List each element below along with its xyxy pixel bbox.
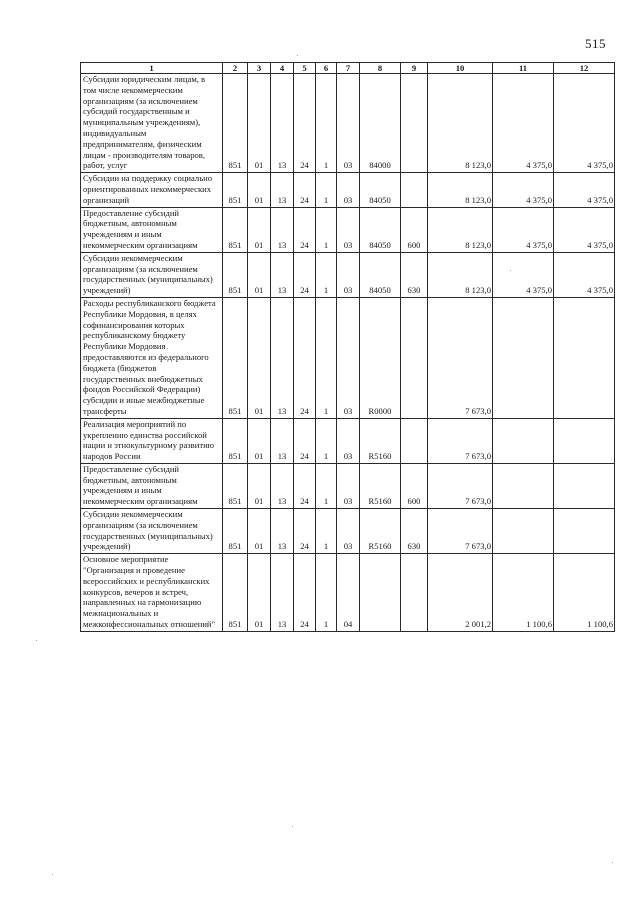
cell-subsection: 13 [271, 207, 294, 252]
column-header: 9 [401, 63, 428, 74]
cell-main-activity: 03 [337, 297, 360, 418]
cell-ministry-code: 851 [223, 418, 248, 463]
cell-program: 24 [294, 252, 316, 297]
cell-program: 24 [294, 463, 316, 508]
cell-expense-type: 630 [401, 252, 428, 297]
budget-table [80, 62, 615, 632]
cell-section: 01 [248, 463, 271, 508]
cell-amount-col10: 7 673,0 [428, 418, 493, 463]
cell-amount-col11: 4 375,0 [493, 173, 554, 207]
cell-expense-direction [360, 554, 401, 632]
cell-expense-type [401, 554, 428, 632]
column-header: 7 [337, 63, 360, 74]
cell-expense-type [401, 297, 428, 418]
column-header: 3 [248, 63, 271, 74]
cell-program: 24 [294, 554, 316, 632]
table-row [81, 297, 615, 418]
cell-section: 01 [248, 509, 271, 554]
column-header: 1 [81, 63, 223, 74]
row-description: Субсидии юридическим лицам, в том числе некоммерческим организациям (за исключением субсидий государственным и муниципальным учреждениям), индивидуальным предпринимателям, физическим лицам - производителям товаров, работ, услуг [81, 74, 223, 173]
cell-ministry-code: 851 [223, 554, 248, 632]
cell-amount-col10: 8 123,0 [428, 74, 493, 173]
cell-amount-col10: 7 673,0 [428, 463, 493, 508]
cell-subprogram: 1 [316, 74, 337, 173]
cell-subprogram: 1 [316, 418, 337, 463]
cell-amount-col11: 1 100,6 [493, 554, 554, 632]
page-number: 515 [585, 36, 606, 51]
row-description: Расходы республиканского бюджета Республики Мордовия, в целях софинансирования которых республиканскому бюджету Республики Мордовия предоставляются из федерального бюджета (бюджетов государственных внебюджетных фондов Российской Федерации) субсидии и иные межбюджетные трансферты [81, 297, 223, 418]
cell-main-activity: 03 [337, 252, 360, 297]
table-row [81, 74, 615, 173]
cell-amount-col11 [493, 297, 554, 418]
cell-main-activity: 03 [337, 207, 360, 252]
cell-amount-col12: 1 100,6 [554, 554, 615, 632]
cell-subprogram: 1 [316, 252, 337, 297]
cell-expense-type: 600 [401, 207, 428, 252]
column-header: 2 [223, 63, 248, 74]
cell-amount-col12 [554, 463, 615, 508]
cell-main-activity: 03 [337, 418, 360, 463]
cell-main-activity: 03 [337, 173, 360, 207]
cell-amount-col10: 8 123,0 [428, 252, 493, 297]
table-row [81, 509, 615, 554]
table-row [81, 173, 615, 207]
cell-subsection: 13 [271, 252, 294, 297]
column-header: 8 [360, 63, 401, 74]
cell-section: 01 [248, 207, 271, 252]
cell-subsection: 13 [271, 74, 294, 173]
cell-amount-col12: 4 375,0 [554, 173, 615, 207]
row-description: Основное мероприятие "Организация и проведение всероссийских и республиканских конкурсов, вечеров и встреч, направленных на гармонизацию межнациональных и межконфессиональных отношений" [81, 554, 223, 632]
cell-expense-type [401, 74, 428, 173]
cell-amount-col12: 4 375,0 [554, 74, 615, 173]
row-description: Предоставление субсидий бюджетным, автономным учреждениям и иным некоммерческим организациям [81, 207, 223, 252]
scan-speck [612, 862, 613, 863]
row-description: Реализация мероприятий по укреплению единства российской нации и этнокультурному развитию народов России [81, 418, 223, 463]
cell-main-activity: 04 [337, 554, 360, 632]
cell-program: 24 [294, 418, 316, 463]
table-row [81, 252, 615, 297]
column-header: 12 [554, 63, 615, 74]
cell-amount-col12 [554, 509, 615, 554]
cell-ministry-code: 851 [223, 207, 248, 252]
cell-subsection: 13 [271, 173, 294, 207]
cell-expense-direction: 84050 [360, 252, 401, 297]
cell-section: 01 [248, 173, 271, 207]
cell-expense-direction: 84050 [360, 207, 401, 252]
cell-expense-direction: R0000 [360, 297, 401, 418]
column-header: 5 [294, 63, 316, 74]
table-row [81, 463, 615, 508]
table-header-row [81, 63, 615, 74]
cell-program: 24 [294, 509, 316, 554]
cell-amount-col12 [554, 297, 615, 418]
cell-subprogram: 1 [316, 554, 337, 632]
cell-subsection: 13 [271, 554, 294, 632]
cell-ministry-code: 851 [223, 173, 248, 207]
column-header: 10 [428, 63, 493, 74]
row-description: Субсидии некоммерческим организациям (за исключением государственных (муниципальных) учреждений) [81, 252, 223, 297]
cell-ministry-code: 851 [223, 297, 248, 418]
cell-amount-col10: 2 001,2 [428, 554, 493, 632]
cell-main-activity: 03 [337, 463, 360, 508]
cell-amount-col10: 7 673,0 [428, 297, 493, 418]
cell-ministry-code: 851 [223, 463, 248, 508]
cell-subsection: 13 [271, 463, 294, 508]
cell-amount-col12 [554, 418, 615, 463]
cell-subprogram: 1 [316, 297, 337, 418]
cell-section: 01 [248, 252, 271, 297]
row-description: Субсидии некоммерческим организациям (за исключением государственных (муниципальных) учреждений) [81, 509, 223, 554]
cell-expense-type [401, 418, 428, 463]
cell-expense-type: 600 [401, 463, 428, 508]
cell-subprogram: 1 [316, 173, 337, 207]
cell-amount-col11: 4 375,0 [493, 252, 554, 297]
cell-expense-type: 630 [401, 509, 428, 554]
cell-amount-col12: 4 375,0 [554, 207, 615, 252]
cell-amount-col12: 4 375,0 [554, 252, 615, 297]
cell-expense-direction: 84050 [360, 173, 401, 207]
cell-amount-col10: 8 123,0 [428, 207, 493, 252]
cell-amount-col11 [493, 463, 554, 508]
cell-expense-direction: R5160 [360, 418, 401, 463]
scan-speck [292, 826, 293, 827]
cell-program: 24 [294, 297, 316, 418]
cell-ministry-code: 851 [223, 509, 248, 554]
cell-subsection: 13 [271, 297, 294, 418]
scan-speck [510, 270, 511, 271]
cell-section: 01 [248, 74, 271, 173]
cell-amount-col10: 7 673,0 [428, 509, 493, 554]
table-row [81, 207, 615, 252]
cell-ministry-code: 851 [223, 252, 248, 297]
cell-program: 24 [294, 173, 316, 207]
cell-subprogram: 1 [316, 463, 337, 508]
cell-main-activity: 03 [337, 74, 360, 173]
column-header: 6 [316, 63, 337, 74]
cell-amount-col10: 8 123,0 [428, 173, 493, 207]
cell-main-activity: 03 [337, 509, 360, 554]
cell-subsection: 13 [271, 418, 294, 463]
cell-ministry-code: 851 [223, 74, 248, 173]
row-description: Предоставление субсидий бюджетным, автономным учреждениям и иным некоммерческим организациям [81, 463, 223, 508]
scan-speck [52, 874, 53, 875]
scan-speck [36, 640, 37, 641]
cell-amount-col11 [493, 418, 554, 463]
cell-program: 24 [294, 74, 316, 173]
cell-amount-col11: 4 375,0 [493, 74, 554, 173]
table-row [81, 554, 615, 632]
table-row [81, 418, 615, 463]
cell-expense-type [401, 173, 428, 207]
column-header: 4 [271, 63, 294, 74]
cell-subprogram: 1 [316, 509, 337, 554]
cell-subprogram: 1 [316, 207, 337, 252]
cell-section: 01 [248, 554, 271, 632]
scan-speck [297, 55, 298, 56]
cell-subsection: 13 [271, 509, 294, 554]
row-description: Субсидии на поддержку социально ориентированных некоммерческих организаций [81, 173, 223, 207]
cell-expense-direction: 84000 [360, 74, 401, 173]
scan-speck [167, 348, 168, 349]
cell-amount-col11 [493, 509, 554, 554]
column-header: 11 [493, 63, 554, 74]
cell-section: 01 [248, 297, 271, 418]
cell-expense-direction: R5160 [360, 509, 401, 554]
cell-program: 24 [294, 207, 316, 252]
cell-section: 01 [248, 418, 271, 463]
cell-expense-direction: R5160 [360, 463, 401, 508]
cell-amount-col11: 4 375,0 [493, 207, 554, 252]
